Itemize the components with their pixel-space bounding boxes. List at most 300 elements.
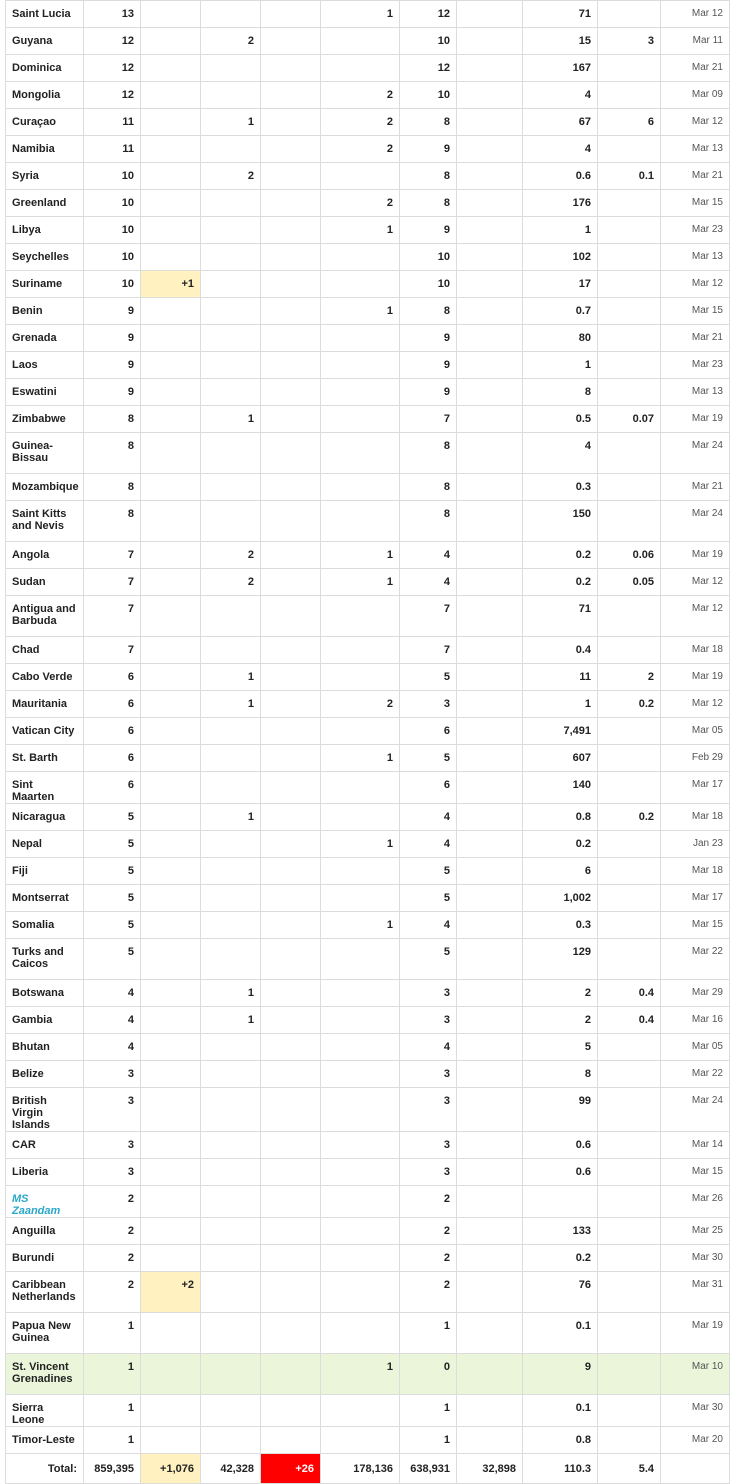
serious-critical-cell — [457, 542, 523, 569]
country-cell: Botswana — [6, 980, 84, 1007]
active-cases-cell: 12 — [400, 1, 457, 28]
cases-per-1m-cell: 110.3 — [523, 1454, 598, 1484]
table-row — [6, 1218, 730, 1245]
total-deaths-cell — [201, 1272, 261, 1313]
new-cases-cell — [141, 217, 201, 244]
active-cases-cell: 8 — [400, 474, 457, 501]
country-cell: Sint Maarten — [6, 772, 84, 804]
table-row — [6, 569, 730, 596]
country-cell: Belize — [6, 1061, 84, 1088]
new-cases-cell — [141, 885, 201, 912]
total-deaths-cell: 2 — [201, 569, 261, 596]
table-row — [6, 1313, 730, 1354]
deaths-per-1m-cell — [598, 190, 661, 217]
total-deaths-cell — [201, 1245, 261, 1272]
total-recovered-cell — [321, 885, 400, 912]
active-cases-cell: 2 — [400, 1186, 457, 1218]
table-row — [6, 271, 730, 298]
deaths-per-1m-cell — [598, 1, 661, 28]
active-cases-cell: 5 — [400, 664, 457, 691]
table-row — [6, 691, 730, 718]
cases-per-1m-cell: 7,491 — [523, 718, 598, 745]
first-case-date-cell: Mar 24 — [661, 501, 730, 542]
serious-critical-cell — [457, 569, 523, 596]
total-recovered-cell — [321, 858, 400, 885]
total-cases-cell: 8 — [84, 474, 141, 501]
cases-per-1m-cell: 176 — [523, 190, 598, 217]
total-cases-cell: 11 — [84, 136, 141, 163]
serious-critical-cell — [457, 745, 523, 772]
new-cases-cell: +1,076 — [141, 1454, 201, 1484]
total-recovered-cell: 1 — [321, 912, 400, 939]
active-cases-cell: 8 — [400, 109, 457, 136]
active-cases-cell: 5 — [400, 885, 457, 912]
cases-per-1m-cell: 1 — [523, 352, 598, 379]
deaths-per-1m-cell — [598, 379, 661, 406]
table-row — [6, 772, 730, 804]
active-cases-cell: 9 — [400, 379, 457, 406]
total-label: Total: — [6, 1454, 84, 1484]
new-deaths-cell — [261, 980, 321, 1007]
cases-per-1m-cell: 0.3 — [523, 912, 598, 939]
first-case-date-cell: Mar 23 — [661, 352, 730, 379]
total-recovered-cell — [321, 244, 400, 271]
active-cases-cell: 3 — [400, 1088, 457, 1132]
table-row — [6, 745, 730, 772]
total-deaths-cell — [201, 1427, 261, 1454]
table-row — [6, 28, 730, 55]
total-deaths-cell — [201, 858, 261, 885]
new-cases-cell — [141, 1218, 201, 1245]
deaths-per-1m-cell: 5.4 — [598, 1454, 661, 1484]
deaths-per-1m-cell — [598, 718, 661, 745]
total-deaths-cell: 1 — [201, 664, 261, 691]
new-deaths-cell — [261, 1313, 321, 1354]
serious-critical-cell — [457, 885, 523, 912]
new-deaths-cell — [261, 474, 321, 501]
country-cell: Mauritania — [6, 691, 84, 718]
country-cell: Suriname — [6, 271, 84, 298]
cases-per-1m-cell: 0.1 — [523, 1395, 598, 1427]
total-recovered-cell — [321, 433, 400, 474]
first-case-date-cell: Mar 29 — [661, 980, 730, 1007]
new-deaths-cell — [261, 664, 321, 691]
country-cell: Sudan — [6, 569, 84, 596]
new-deaths-cell — [261, 55, 321, 82]
serious-critical-cell — [457, 217, 523, 244]
country-cell: Liberia — [6, 1159, 84, 1186]
total-cases-cell: 5 — [84, 831, 141, 858]
serious-critical-cell — [457, 718, 523, 745]
serious-critical-cell: 32,898 — [457, 1454, 523, 1484]
country-cell: Timor-Leste — [6, 1427, 84, 1454]
new-deaths-cell — [261, 1159, 321, 1186]
total-cases-cell: 8 — [84, 433, 141, 474]
total-recovered-cell: 1 — [321, 831, 400, 858]
total-cases-cell: 5 — [84, 939, 141, 980]
serious-critical-cell — [457, 55, 523, 82]
country-cell: Antigua and Barbuda — [6, 596, 84, 637]
cases-per-1m-cell: 1,002 — [523, 885, 598, 912]
serious-critical-cell — [457, 1, 523, 28]
first-case-date-cell: Mar 25 — [661, 1218, 730, 1245]
active-cases-cell: 2 — [400, 1272, 457, 1313]
active-cases-cell: 5 — [400, 858, 457, 885]
new-cases-cell — [141, 939, 201, 980]
cases-per-1m-cell: 0.2 — [523, 1245, 598, 1272]
total-deaths-cell — [201, 1034, 261, 1061]
table-row — [6, 1354, 730, 1395]
new-deaths-cell — [261, 136, 321, 163]
active-cases-cell: 8 — [400, 433, 457, 474]
total-recovered-cell — [321, 271, 400, 298]
total-cases-cell: 10 — [84, 163, 141, 190]
country-cell: Syria — [6, 163, 84, 190]
country-cell: Nicaragua — [6, 804, 84, 831]
cases-per-1m-cell: 150 — [523, 501, 598, 542]
serious-critical-cell — [457, 379, 523, 406]
new-cases-cell — [141, 28, 201, 55]
new-cases-cell — [141, 163, 201, 190]
first-case-date-cell: Mar 11 — [661, 28, 730, 55]
total-cases-cell: 3 — [84, 1132, 141, 1159]
active-cases-cell: 3 — [400, 980, 457, 1007]
serious-critical-cell — [457, 1132, 523, 1159]
first-case-date-cell: Mar 23 — [661, 217, 730, 244]
cases-per-1m-cell: 0.7 — [523, 298, 598, 325]
new-deaths-cell — [261, 379, 321, 406]
total-recovered-cell: 1 — [321, 569, 400, 596]
first-case-date-cell: Mar 22 — [661, 939, 730, 980]
serious-critical-cell — [457, 858, 523, 885]
total-recovered-cell: 1 — [321, 298, 400, 325]
deaths-per-1m-cell — [598, 474, 661, 501]
new-cases-cell — [141, 542, 201, 569]
new-cases-cell — [141, 1159, 201, 1186]
deaths-per-1m-cell — [598, 1186, 661, 1218]
new-deaths-cell — [261, 325, 321, 352]
active-cases-cell: 4 — [400, 912, 457, 939]
country-cell: Caribbean Netherlands — [6, 1272, 84, 1313]
new-cases-cell — [141, 745, 201, 772]
serious-critical-cell — [457, 664, 523, 691]
new-cases-cell — [141, 109, 201, 136]
total-deaths-cell — [201, 501, 261, 542]
total-cases-cell: 4 — [84, 1034, 141, 1061]
deaths-per-1m-cell — [598, 1034, 661, 1061]
total-recovered-cell — [321, 1034, 400, 1061]
country-cell: Guinea-Bissau — [6, 433, 84, 474]
new-cases-cell — [141, 1034, 201, 1061]
country-cell: Seychelles — [6, 244, 84, 271]
serious-critical-cell — [457, 298, 523, 325]
country-cell: Zimbabwe — [6, 406, 84, 433]
total-cases-cell: 7 — [84, 542, 141, 569]
cases-per-1m-cell: 167 — [523, 55, 598, 82]
serious-critical-cell — [457, 352, 523, 379]
total-cases-cell: 6 — [84, 718, 141, 745]
active-cases-cell: 9 — [400, 217, 457, 244]
first-case-date-cell: Mar 15 — [661, 298, 730, 325]
serious-critical-cell — [457, 28, 523, 55]
total-cases-cell: 6 — [84, 691, 141, 718]
new-cases-cell: +2 — [141, 1272, 201, 1313]
new-cases-cell — [141, 691, 201, 718]
active-cases-cell: 6 — [400, 772, 457, 804]
cases-per-1m-cell: 0.5 — [523, 406, 598, 433]
cases-per-1m-cell: 0.2 — [523, 569, 598, 596]
total-cases-cell: 859,395 — [84, 1454, 141, 1484]
new-cases-cell — [141, 1354, 201, 1395]
total-cases-cell: 8 — [84, 406, 141, 433]
total-deaths-cell: 1 — [201, 804, 261, 831]
country-cell: Cabo Verde — [6, 664, 84, 691]
deaths-per-1m-cell — [598, 244, 661, 271]
first-case-date-cell: Mar 30 — [661, 1245, 730, 1272]
active-cases-cell: 8 — [400, 298, 457, 325]
deaths-per-1m-cell: 0.05 — [598, 569, 661, 596]
total-recovered-cell — [321, 596, 400, 637]
new-cases-cell — [141, 190, 201, 217]
deaths-per-1m-cell — [598, 55, 661, 82]
first-case-date-cell: Mar 24 — [661, 1088, 730, 1132]
new-deaths-cell — [261, 912, 321, 939]
active-cases-cell: 3 — [400, 691, 457, 718]
cases-per-1m-cell: 99 — [523, 1088, 598, 1132]
total-recovered-cell — [321, 1245, 400, 1272]
cases-per-1m-cell: 4 — [523, 136, 598, 163]
new-cases-cell — [141, 804, 201, 831]
deaths-per-1m-cell — [598, 637, 661, 664]
cases-per-1m-cell: 0.8 — [523, 804, 598, 831]
total-cases-cell: 1 — [84, 1427, 141, 1454]
country-cell: Angola — [6, 542, 84, 569]
new-deaths-cell — [261, 1427, 321, 1454]
deaths-per-1m-cell — [598, 1132, 661, 1159]
total-cases-cell: 3 — [84, 1061, 141, 1088]
table-row — [6, 325, 730, 352]
total-deaths-cell: 1 — [201, 406, 261, 433]
serious-critical-cell — [457, 433, 523, 474]
total-recovered-cell — [321, 1159, 400, 1186]
active-cases-cell: 4 — [400, 831, 457, 858]
new-cases-cell — [141, 325, 201, 352]
first-case-date-cell: Mar 21 — [661, 325, 730, 352]
total-recovered-cell — [321, 1088, 400, 1132]
active-cases-cell: 5 — [400, 745, 457, 772]
country-cell: Mozambique — [6, 474, 84, 501]
country-cell: St. Barth — [6, 745, 84, 772]
serious-critical-cell — [457, 980, 523, 1007]
total-cases-cell: 2 — [84, 1245, 141, 1272]
total-deaths-cell — [201, 912, 261, 939]
cases-per-1m-cell: 0.8 — [523, 1427, 598, 1454]
total-deaths-cell — [201, 217, 261, 244]
new-deaths-cell — [261, 217, 321, 244]
new-deaths-cell — [261, 1354, 321, 1395]
total-recovered-cell: 1 — [321, 1, 400, 28]
new-cases-cell: +1 — [141, 271, 201, 298]
active-cases-cell: 12 — [400, 55, 457, 82]
cases-per-1m-cell: 4 — [523, 433, 598, 474]
new-deaths-cell — [261, 190, 321, 217]
table-row — [6, 596, 730, 637]
total-cases-cell: 3 — [84, 1159, 141, 1186]
cases-per-1m-cell: 0.6 — [523, 1159, 598, 1186]
first-case-date-cell: Mar 20 — [661, 1427, 730, 1454]
country-cell: Papua New Guinea — [6, 1313, 84, 1354]
serious-critical-cell — [457, 1354, 523, 1395]
total-cases-cell: 13 — [84, 1, 141, 28]
cases-per-1m-cell: 607 — [523, 745, 598, 772]
new-deaths-cell — [261, 28, 321, 55]
new-deaths-cell — [261, 831, 321, 858]
deaths-per-1m-cell — [598, 858, 661, 885]
total-recovered-cell — [321, 1395, 400, 1427]
active-cases-cell: 8 — [400, 190, 457, 217]
total-cases-cell: 10 — [84, 217, 141, 244]
new-deaths-cell — [261, 501, 321, 542]
cases-per-1m-cell: 2 — [523, 1007, 598, 1034]
serious-critical-cell — [457, 1007, 523, 1034]
new-deaths-cell — [261, 691, 321, 718]
serious-critical-cell — [457, 1186, 523, 1218]
first-case-date-cell: Mar 21 — [661, 474, 730, 501]
country-cell: Montserrat — [6, 885, 84, 912]
serious-critical-cell — [457, 939, 523, 980]
new-deaths-cell — [261, 745, 321, 772]
deaths-per-1m-cell — [598, 596, 661, 637]
total-cases-cell: 9 — [84, 298, 141, 325]
active-cases-cell: 6 — [400, 718, 457, 745]
new-deaths-cell — [261, 109, 321, 136]
total-recovered-cell — [321, 1218, 400, 1245]
country-cell: Guyana — [6, 28, 84, 55]
deaths-per-1m-cell — [598, 745, 661, 772]
total-cases-cell: 2 — [84, 1272, 141, 1313]
total-deaths-cell — [201, 298, 261, 325]
table-row — [6, 1132, 730, 1159]
new-deaths-cell — [261, 1272, 321, 1313]
active-cases-cell: 9 — [400, 325, 457, 352]
cases-per-1m-cell — [523, 1186, 598, 1218]
first-case-date-cell: Mar 22 — [661, 1061, 730, 1088]
cases-per-1m-cell: 17 — [523, 271, 598, 298]
total-deaths-cell — [201, 831, 261, 858]
new-cases-cell — [141, 831, 201, 858]
total-cases-cell: 7 — [84, 569, 141, 596]
first-case-date-cell: Mar 18 — [661, 637, 730, 664]
country-cell: CAR — [6, 1132, 84, 1159]
table-row — [6, 190, 730, 217]
serious-critical-cell — [457, 190, 523, 217]
deaths-per-1m-cell — [598, 352, 661, 379]
total-cases-cell: 2 — [84, 1186, 141, 1218]
deaths-per-1m-cell — [598, 82, 661, 109]
country-cell: Gambia — [6, 1007, 84, 1034]
country-cell: Namibia — [6, 136, 84, 163]
total-cases-cell: 11 — [84, 109, 141, 136]
total-recovered-cell — [321, 637, 400, 664]
total-recovered-cell — [321, 939, 400, 980]
first-case-date-cell: Mar 19 — [661, 542, 730, 569]
table-row — [6, 542, 730, 569]
cases-per-1m-cell: 0.2 — [523, 542, 598, 569]
new-deaths-cell — [261, 858, 321, 885]
first-case-date-cell: Mar 15 — [661, 1159, 730, 1186]
total-row — [6, 1454, 730, 1484]
deaths-per-1m-cell — [598, 136, 661, 163]
serious-critical-cell — [457, 136, 523, 163]
country-cell — [6, 1186, 84, 1218]
first-case-date-cell: Mar 15 — [661, 190, 730, 217]
table-row — [6, 980, 730, 1007]
new-deaths-cell — [261, 298, 321, 325]
table-row — [6, 1061, 730, 1088]
new-cases-cell — [141, 596, 201, 637]
new-cases-cell — [141, 1186, 201, 1218]
country-cell: Fiji — [6, 858, 84, 885]
total-deaths-cell — [201, 379, 261, 406]
new-deaths-cell — [261, 163, 321, 190]
total-deaths-cell — [201, 474, 261, 501]
active-cases-cell: 4 — [400, 542, 457, 569]
new-deaths-cell: +26 — [261, 1454, 321, 1484]
total-cases-cell: 6 — [84, 664, 141, 691]
active-cases-cell: 2 — [400, 1218, 457, 1245]
deaths-per-1m-cell — [598, 912, 661, 939]
country-cell: Anguilla — [6, 1218, 84, 1245]
new-deaths-cell — [261, 596, 321, 637]
country-cell: Greenland — [6, 190, 84, 217]
cases-per-1m-cell: 76 — [523, 1272, 598, 1313]
active-cases-cell: 9 — [400, 352, 457, 379]
first-case-date-cell: Jan 23 — [661, 831, 730, 858]
deaths-per-1m-cell — [598, 501, 661, 542]
first-case-date-cell: Mar 18 — [661, 858, 730, 885]
total-deaths-cell: 1 — [201, 1007, 261, 1034]
new-cases-cell — [141, 1313, 201, 1354]
serious-critical-cell — [457, 1159, 523, 1186]
total-deaths-cell — [201, 1, 261, 28]
new-cases-cell — [141, 1245, 201, 1272]
first-case-date-cell: Mar 21 — [661, 55, 730, 82]
total-recovered-cell — [321, 1272, 400, 1313]
total-cases-cell: 12 — [84, 28, 141, 55]
total-deaths-cell — [201, 1395, 261, 1427]
total-deaths-cell — [201, 82, 261, 109]
new-cases-cell — [141, 352, 201, 379]
table-row — [6, 637, 730, 664]
first-case-date-cell: Mar 16 — [661, 1007, 730, 1034]
deaths-per-1m-cell: 0.07 — [598, 406, 661, 433]
total-recovered-cell — [321, 379, 400, 406]
deaths-per-1m-cell — [598, 1395, 661, 1427]
total-recovered-cell: 2 — [321, 190, 400, 217]
new-deaths-cell — [261, 939, 321, 980]
cases-per-1m-cell: 0.2 — [523, 831, 598, 858]
table-row — [6, 1159, 730, 1186]
deaths-per-1m-cell — [598, 885, 661, 912]
total-recovered-cell — [321, 1061, 400, 1088]
cases-per-1m-cell: 1 — [523, 691, 598, 718]
new-deaths-cell — [261, 1186, 321, 1218]
total-deaths-cell — [201, 1159, 261, 1186]
total-deaths-cell — [201, 885, 261, 912]
active-cases-cell: 8 — [400, 501, 457, 542]
cases-per-1m-cell: 102 — [523, 244, 598, 271]
ship-name-link[interactable]: MS Zaandam — [12, 1193, 61, 1217]
